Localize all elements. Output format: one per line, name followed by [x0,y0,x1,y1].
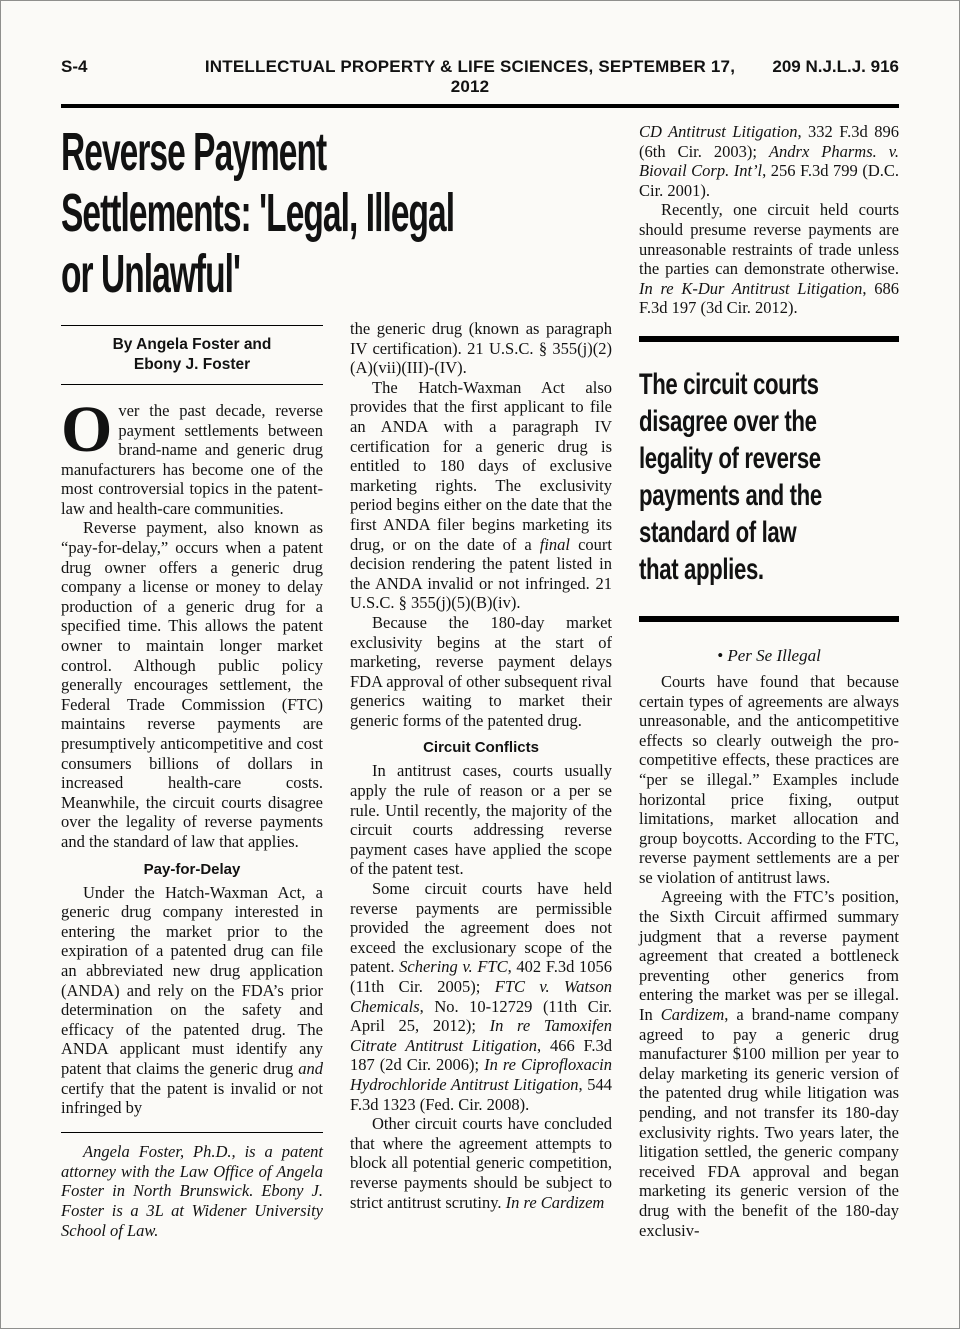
pull-quote-line: legality of reverse [639,441,821,475]
text-segment: In re K-Dur Antitrust Litigation [639,278,863,298]
paragraph [350,319,612,378]
text-segment: In antitrust cases, courts usually apply the rule of reason or a per se rule. Until recently, the majority of the circuit courts addressing reverse payment cases have applied the scope of the patent test. [350,761,612,879]
text-segment: , 402 F.3d 1056 (11th Cir. 2005); [350,957,613,996]
byline-line: By Angela Foster and [112,336,272,353]
byline [61,325,323,385]
bullet-subhead: • Per Se Illegal [717,645,821,665]
text-segment: certify that the patent is invalid or not infringed by [61,1078,323,1118]
text-segment: , a brand-name company agreed to pay a generic drug manufacturer $100 million per year to delay marketing its generic version of the patented drug while litigation was pending, and not transfer its 180-day exclusivity rights. Two years later, the litigation settled, the generic company received FDA approval and began marketing its generic version of the drug with the benefit of the 180-day exclusiv- [639,1005,899,1240]
text-segment: Angela Foster, Ph.D., is a patent attorney with the Law Office of Angela Foster in North Brunswick. Ebony J. Foster is a 3L at Widener University School of Law. [61,1142,323,1240]
text-segment: FTC v. Watson Chemicals [350,977,612,1016]
drop-cap: O [61,392,113,466]
paragraph [639,672,899,888]
section-subhead: Pay-for-Delay [143,860,241,878]
paragraph [639,200,899,318]
text-segment: Because the 180-day market exclusivity begins at the start of marketing, reverse payment delays FDA approval of other subsequent rival generics waiting to market their generic forms of the patented drug. [350,612,612,730]
text-segment: final [539,534,571,554]
text-segment: Reverse payment, also known as “pay-for-delay,” occurs when a patent drug owner offers a generic drug company a license or money to delay production of a generic drug for a specified time. This allows the patent owner to maintain longer market control. Although public policy generally encourages settlement, the Federal Trade Commission (FTC) maintains reverse payments are presumptively anticompetitive and cost consumers billions of dollars in increased health-care costs. Meanwhile, the circuit courts disagree over the legality of reverse payments and the standard of law that applies. [61,518,323,851]
pull-quote-line: The circuit courts [639,367,819,401]
left-section [61,122,612,1240]
text-segment: , 686 F.3d 197 (3d Cir. 2012). [639,278,899,318]
byline-line: Ebony J. Foster [133,356,251,374]
text-segment: and [298,1058,323,1078]
page-header [61,57,899,97]
text-segment: In re Tamoxifen Citrate Antitrust Litigation [350,1016,612,1055]
paragraph [350,378,612,613]
article-content [61,122,899,1240]
text-segment: CD Antitrust Litigation [639,122,798,141]
text-segment: , 332 F.3d 896 (6th Cir. 2003); [639,122,900,161]
body-columns [61,319,612,1240]
text-segment: , No. 10-12729 (11th Cir. April 25, 2012); [350,996,612,1036]
paragraph [61,883,323,1118]
section-subhead: Circuit Conflicts [423,739,539,757]
text-segment: , 544 F.3d 1323 (Fed. Cir. 2008). [350,1074,613,1114]
column-1 [61,319,323,1240]
headline-line: or Unlawful' [61,244,241,304]
text-segment: The Hatch-Waxman Act also provides that the first applicant to file an ANDA with a paragraph IV certification for a generic drug is entitled to 180 days of exclusive marketing rights. The exclusivity period begins either on the date that the first ANDA filer begins marketing its drug, or on the date of a [350,377,612,554]
paragraph [61,392,323,519]
publication-title: INTELLECTUAL PROPERTY & LIFE SCIENCES, SEPTEMBER 17, 2012 [204,57,736,96]
header-rule [61,104,899,108]
paragraph [639,122,899,200]
text-segment: Agreeing with the FTC’s position, the Sixth Circuit affirmed summary judgment that a reverse payment agreement that created a bottleneck preventing other generics from entering the market was per se illegal. In [639,887,899,1025]
text-segment: In re Ciprofloxacin Hydrochloride Antitrust Litigation [350,1055,612,1094]
paragraph [61,518,323,851]
text-segment: court decision rendering the patent listed in the ANDA invalid or not infringed. 21 U.S.C. § 355(j)(5)(B)(iv). [350,534,612,613]
page-number: S-4 [61,57,88,76]
headline-line: Settlements: 'Legal, Illegal [61,183,455,243]
headline-line: Reverse Payment [61,122,327,182]
pull-quote-line: payments and the [639,478,822,512]
text-segment: Under the Hatch-Waxman Act, a generic drug company interested in entering the market prior to the expiration of a patented drug can file an abbreviated new drug application (ANDA) and rely on the FDA’s prior determination on the safety and efficacy of the patented drug. The ANDA applicant must identify any patent that claims the generic drug [61,882,323,1078]
text-segment: Other circuit courts have concluded that where the agreement attempts to block all potential generic competition, reverse payments should be subject to strict antitrust scrutiny. [350,1114,612,1212]
article-title [61,122,612,305]
paragraph [350,879,612,1114]
pull-quote-line: that applies. [639,552,764,586]
pull-quote-line: disagree over the [639,404,817,438]
text-segment: the generic drug (known as paragraph IV certification). 21 U.S.C. § 355(j)(2)(A)(vii)(III)-(IV). [350,319,612,378]
text-segment: Some circuit courts have held reverse payments are permissible provided the agreement does not exceed the exclusionary scope of the patent. [350,879,612,977]
paragraph [350,1114,612,1212]
paragraph [350,761,612,879]
pull-quote [639,336,899,622]
column-3 [639,122,899,1240]
paragraph [350,613,612,731]
paragraph [639,887,899,1240]
pull-quote-text [639,366,901,588]
text-segment: In re Cardizem [505,1192,605,1212]
text-segment: ver the past decade, reverse payment settlements between brand-name and generic drug manufacturers has become one of the most controversial topics in the patent-law and health-care communities. [61,400,323,518]
pull-quote-line: standard of law [639,515,797,549]
author-bio [61,1132,323,1240]
text-segment: , 466 F.3d 187 (2d Cir. 2006); [350,1035,613,1075]
text-segment: Courts have found that because certain types of agreements are always unreasonable, and the anticompetitive effects so clearly outweigh the pro-competitive effects, these practices are “per se illegal.” Examples include horizontal price fixing, output limitations, market allocation and group boycotts. According to the FTC, reverse payment settlements are a per se violation of antitrust laws. [639,671,899,887]
text-segment: , 256 F.3d 799 (D.C. Cir. 2001). [639,161,899,200]
text-segment: Schering v. FTC [399,957,508,977]
citation: 209 N.J.L.J. 916 [772,57,899,76]
column-2 [350,319,612,1240]
text-segment: Recently, one circuit held courts should presume reverse payments are unreasonable restraints of trade unless the parties can demonstrate otherwise. [639,200,899,279]
text-segment: Cardizem [660,1005,725,1025]
text-segment: Andrx Pharms. v. Biovail Corp. Int’l [639,141,899,181]
